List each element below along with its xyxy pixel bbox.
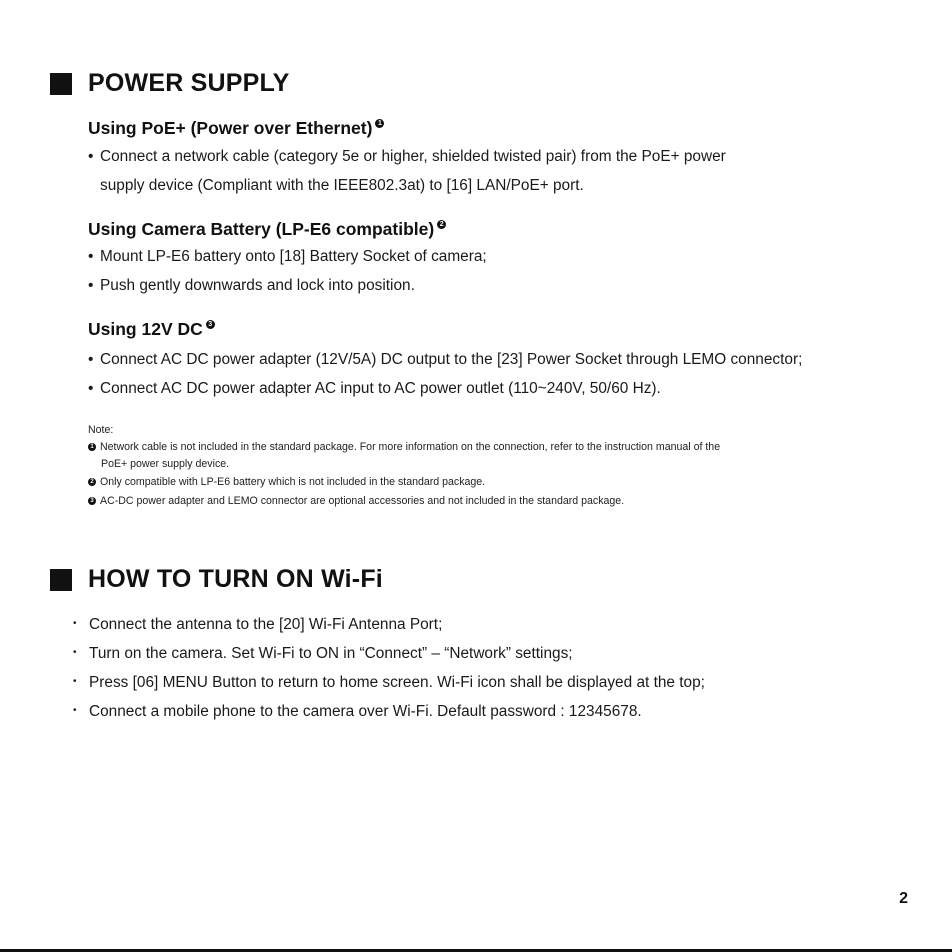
dc-bullet-1: • Connect AC DC power adapter (12V/5A) DC output to the [23] Power Socket through LEMO connector; xyxy=(88,351,803,368)
dc-heading-text: Using 12V DC xyxy=(88,319,203,339)
wifi-step-2: • Turn on the camera. Set Wi-Fi to ON in “Connect” – “Network” settings; xyxy=(73,645,573,662)
footnote-2-icon: 2 xyxy=(437,220,446,229)
footnote-1-icon: 1 xyxy=(88,443,96,451)
dc-heading xyxy=(88,319,215,340)
note-1-cont: PoE+ power supply device. xyxy=(101,458,230,470)
footnote-1-icon: 1 xyxy=(375,119,384,128)
poe-heading-text: Using PoE+ (Power over Ethernet) xyxy=(88,118,373,138)
note-1: 1 Network cable is not included in the standard package. For more information on the connection, refer to the instruction manual of the xyxy=(88,441,720,453)
section-square-icon xyxy=(50,73,72,95)
power-supply-header xyxy=(50,69,290,98)
bullet-icon: • xyxy=(88,380,94,397)
poe-heading xyxy=(88,118,384,139)
bullet-icon: • xyxy=(88,148,94,165)
bullet-icon: • xyxy=(73,647,77,658)
battery-bullet-1: • Mount LP-E6 battery onto [18] Battery Socket of camera; xyxy=(88,248,487,265)
battery-bullet-2: • Push gently downwards and lock into position. xyxy=(88,277,415,294)
footnote-3-icon: 3 xyxy=(206,320,215,329)
note-3: 3 AC-DC power adapter and LEMO connector are optional accessories and not included in the standard package. xyxy=(88,495,624,507)
poe-bullet-1: • Connect a network cable (category 5e or higher, shielded twisted pair) from the PoE+ power xyxy=(88,148,726,165)
battery-heading-text: Using Camera Battery (LP-E6 compatible) xyxy=(88,219,435,239)
bullet-icon: • xyxy=(73,676,77,687)
bullet-icon: • xyxy=(88,248,94,265)
wifi-header xyxy=(50,565,383,594)
bullet-icon: • xyxy=(73,705,77,716)
page-number: 2 xyxy=(899,890,908,907)
wifi-title: HOW TO TURN ON Wi-Fi xyxy=(88,565,383,593)
wifi-step-4: • Connect a mobile phone to the camera over Wi-Fi. Default password : 12345678. xyxy=(73,703,642,720)
footnote-3-icon: 3 xyxy=(88,497,96,505)
bullet-icon: • xyxy=(88,351,94,368)
bullet-icon: • xyxy=(88,277,94,294)
section-square-icon xyxy=(50,569,72,591)
bullet-icon: • xyxy=(73,618,77,629)
wifi-step-1: • Connect the antenna to the [20] Wi-Fi Antenna Port; xyxy=(73,616,443,633)
note-2: 2 Only compatible with LP-E6 battery which is not included in the standard package. xyxy=(88,476,485,488)
note-label: Note: xyxy=(88,424,114,436)
footnote-2-icon: 2 xyxy=(88,478,96,486)
poe-bullet-1-cont: supply device (Compliant with the IEEE802.3at) to [16] LAN/PoE+ port. xyxy=(100,177,584,194)
battery-heading xyxy=(88,219,446,240)
wifi-step-3: • Press [06] MENU Button to return to home screen. Wi-Fi icon shall be displayed at the top; xyxy=(73,674,705,691)
dc-bullet-2: • Connect AC DC power adapter AC input to AC power outlet (110~240V, 50/60 Hz). xyxy=(88,380,661,397)
power-supply-title: POWER SUPPLY xyxy=(88,69,290,97)
